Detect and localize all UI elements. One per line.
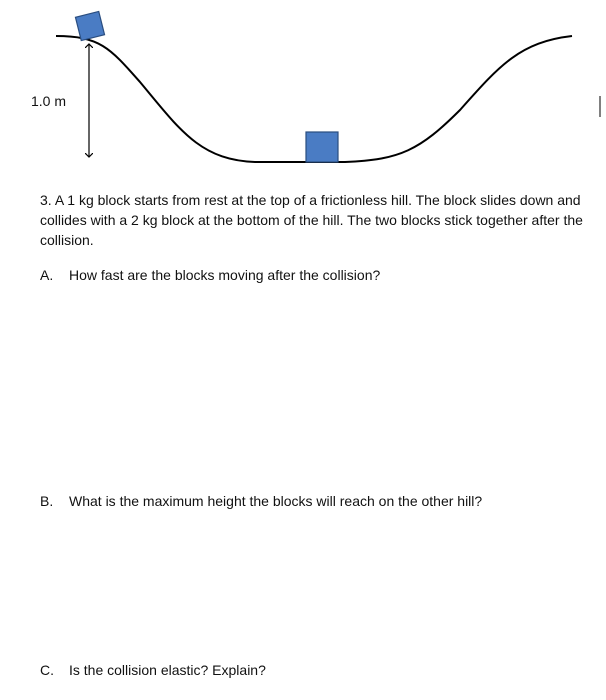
- problem-statement: [40, 190, 585, 250]
- question-c-text: Is the collision elastic? Explain?: [69, 662, 266, 678]
- problem-text: A 1 kg block starts from rest at the top of a frictionless hill. The block slides down and collides with a 2 kg block at the bottom of the hill. The two blocks stick together after the collision.: [40, 192, 583, 248]
- top-block: [75, 11, 104, 40]
- question-b: [40, 491, 482, 511]
- question-b-letter: B.: [40, 493, 54, 509]
- question-a-text: How fast are the blocks moving after the collision?: [69, 267, 381, 283]
- question-b-text: What is the maximum height the blocks will reach on the other hill?: [69, 493, 483, 509]
- question-a: [40, 265, 380, 285]
- problem-number: 3.: [40, 192, 52, 208]
- question-a-letter: A.: [40, 267, 54, 283]
- question-c: [40, 660, 266, 680]
- bottom-block: [306, 132, 338, 162]
- question-c-letter: C.: [40, 662, 54, 678]
- hill-diagram: [0, 0, 606, 180]
- height-label: 1.0 m: [31, 93, 67, 109]
